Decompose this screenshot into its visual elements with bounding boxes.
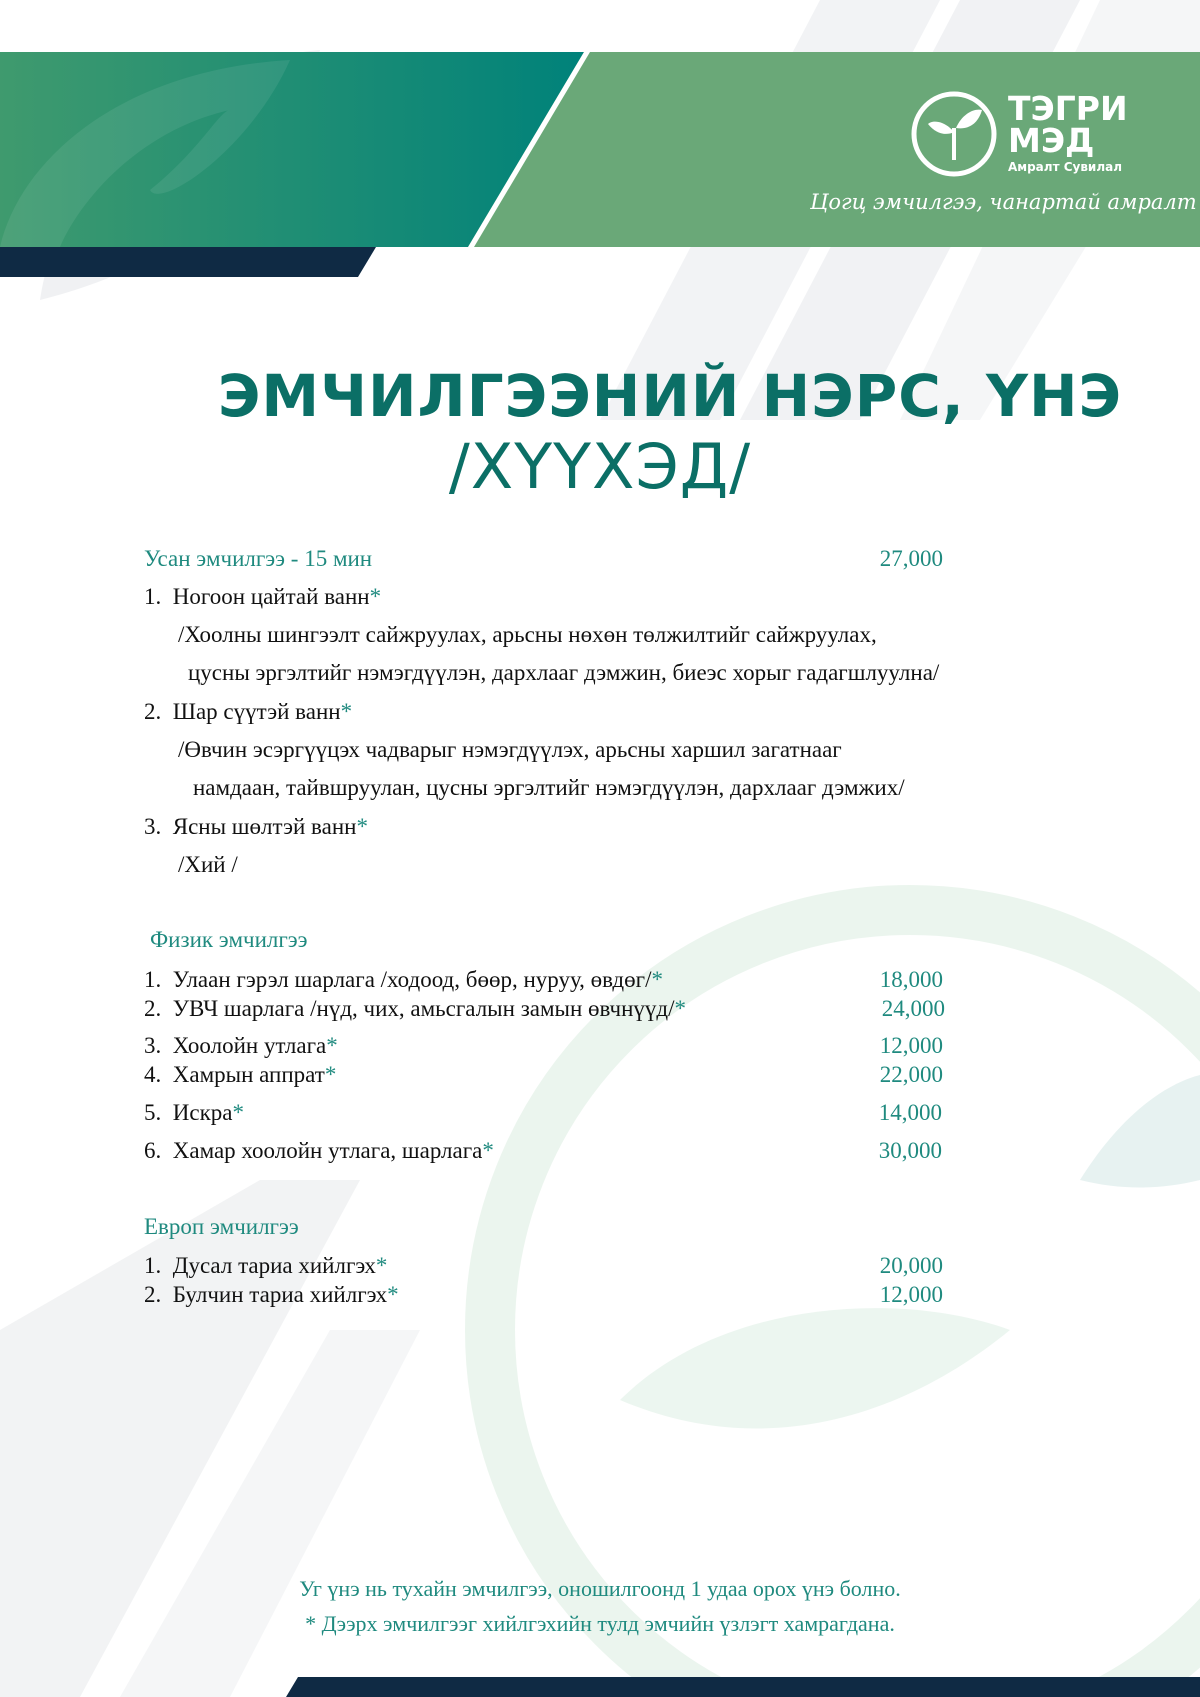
footer-note-1: Уг үнэ нь тухайн эмчилгээ, оношилгоонд 1 удаа орох үнэ болно.	[299, 1576, 901, 1601]
brand-name-line1: ТЭГРИ	[1008, 89, 1128, 128]
list-item: 2. Булчин тариа хийлгэх*	[144, 1282, 399, 1307]
leaf-logo-icon	[910, 90, 998, 178]
item-price: 14,000	[878, 1100, 942, 1125]
item-price: 20,000	[879, 1253, 943, 1278]
list-item: 1. Ногоон цайтай ванн*	[144, 584, 382, 609]
footer-note-2: * Дээрх эмчилгээг хийлгэхийн тулд эмчийн үзлэгт хамрагдана.	[305, 1611, 895, 1636]
list-item: 5. Искра*	[144, 1100, 244, 1125]
item-description: намдаан, тайвшруулан, цусны эргэлтийг нэмэгдүүлэн, дархлааг дэмжих/	[193, 775, 905, 800]
list-item: 3. Хоолойн утлага*	[144, 1033, 338, 1058]
item-price: 24,000	[881, 996, 945, 1021]
item-price: 22,000	[879, 1062, 943, 1087]
item-description: /Өвчин эсэргүүцэх чадварыг нэмэгдүүлэх, арьсны харшил загатнааг	[178, 737, 842, 762]
list-item: 6. Хамар хоолойн утлага, шарлага*	[144, 1138, 494, 1163]
item-description: /Хий /	[178, 852, 238, 877]
item-price: 12,000	[879, 1033, 943, 1058]
list-item: 3. Ясны шөлтэй ванн*	[144, 814, 368, 839]
page-subtitle: /ХҮҮХЭД/	[448, 430, 752, 503]
brand-logo	[910, 90, 1140, 180]
list-item: 1. Дусал тариа хийлгэх*	[144, 1253, 388, 1278]
item-description: цусны эргэлтийг нэмэгдүүлэн, дархлааг дэмжин, биеэс хорыг гадагшлуулна/	[188, 660, 940, 685]
section-heading-physio: Физик эмчилгээ	[150, 927, 308, 952]
section-heading-europe: Европ эмчилгээ	[144, 1214, 299, 1239]
list-item: 2. Шар сүүтэй ванн*	[144, 699, 353, 724]
price-water: 27,000	[879, 546, 943, 571]
item-price: 12,000	[879, 1282, 943, 1307]
list-item: 2. УВЧ шарлага /нүд, чих, амьсгалын замын өвчнүүд/*	[144, 996, 687, 1021]
item-price: 18,000	[879, 967, 943, 992]
brand-subtitle: Амралт Сувилал	[1008, 160, 1123, 174]
item-price: 30,000	[878, 1138, 942, 1163]
list-item: 1. Улаан гэрэл шарлага /ходоод, бөөр, нуруу, өвдөг/*	[144, 967, 663, 992]
item-description: /Хоолны шингээлт сайжруулах, арьсны нөхөн төлжилтийг сайжруулах,	[178, 622, 877, 647]
page-title: ЭМЧИЛГЭЭНИЙ НЭРС, ҮНЭ	[217, 362, 1123, 430]
section-heading-water: Усан эмчилгээ - 15 мин	[144, 546, 373, 571]
brand-slogan: Цогц эмчилгээ, чанартай амралт	[810, 190, 1197, 214]
list-item: 4. Хамрын аппрат*	[144, 1062, 337, 1087]
brand-name-line2: МЭД	[1008, 121, 1095, 160]
